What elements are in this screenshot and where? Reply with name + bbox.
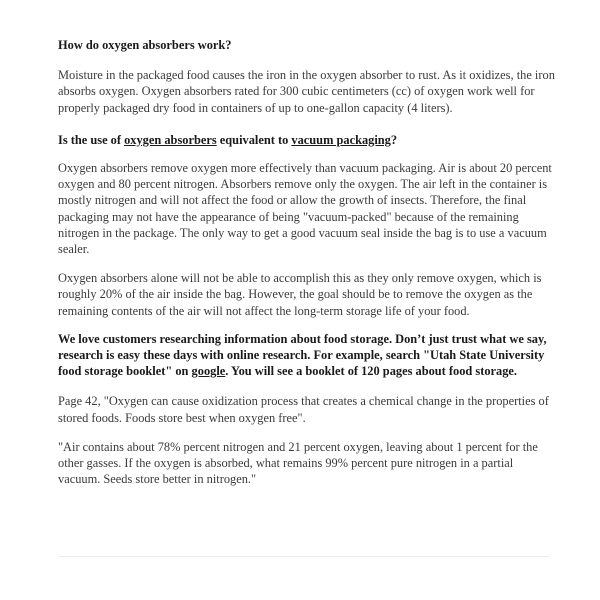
heading-text-part: equivalent to <box>216 132 292 147</box>
callout-text-part: We love customers researching information about food storage. Don’t just trust what we say, research is easy these days with online research. For example, search "Utah State University food storage booklet" on <box>58 331 547 379</box>
callout-text-part: . You will see a booklet of 120 pages about food storage. <box>225 364 518 379</box>
link-google[interactable]: google <box>191 364 226 379</box>
bottom-divider <box>58 556 550 557</box>
link-oxygen-absorbers[interactable]: oxygen absorbers <box>124 132 217 147</box>
paragraph-air-nitrogen-quote: "Air contains about 78% percent nitrogen and 21 percent oxygen, leaving about 1 percent for the other gasses. If the oxygen is absorbed, what remains 99% percent pure nitrogen in a partial vacuum. Seeds store better in nitrogen." <box>58 439 538 487</box>
heading-how-absorbers-work: How do oxygen absorbers work? <box>58 38 232 52</box>
link-vacuum-packaging[interactable]: vacuum packaging <box>291 132 391 147</box>
paragraph-absorbers-remove-oxygen: Oxygen absorbers remove oxygen more effectively than vacuum packaging. Air is about 20 percent oxygen and 80 percent nitrogen. Absorbers remove only the oxygen. The air left in the container is mostly nitrogen and will not affect the food or allow the growth of insects. Therefore, the final packaging may not have the appearance of being "vacuum-packed" because of the remaining nitrogen in the package. The only way to get a good vacuum seal inside the bag is to use a vacuum sealer. <box>58 161 552 257</box>
paragraph-page-42-quote: Page 42, "Oxygen can cause oxidization process that creates a chemical change in the properties of stored foods. Foods store best when oxygen free". <box>58 394 549 425</box>
heading-absorbers-vs-vacuum <box>58 132 558 148</box>
paragraph-moisture: Moisture in the packaged food causes the iron in the oxygen absorber to rust. As it oxidizes, the iron absorbs oxygen. Oxygen absorbers rated for 300 cubic centimeters (cc) of oxygen work well for properly packaged dry food in containers of up to one-gallon capacity (4 liters). <box>58 68 555 115</box>
paragraph-research-callout <box>58 331 558 380</box>
document-body <box>58 37 558 487</box>
heading-text-part: Is the use of <box>58 132 125 147</box>
paragraph-absorbers-alone: Oxygen absorbers alone will not be able to accomplish this as they only remove oxygen, which is roughly 20% of the air inside the bag. However, the goal should be to remove the oxygen as the remaining contents of the air will not affect the long-term storage life of your food. <box>58 271 542 318</box>
heading-text-part: ? <box>390 132 398 147</box>
